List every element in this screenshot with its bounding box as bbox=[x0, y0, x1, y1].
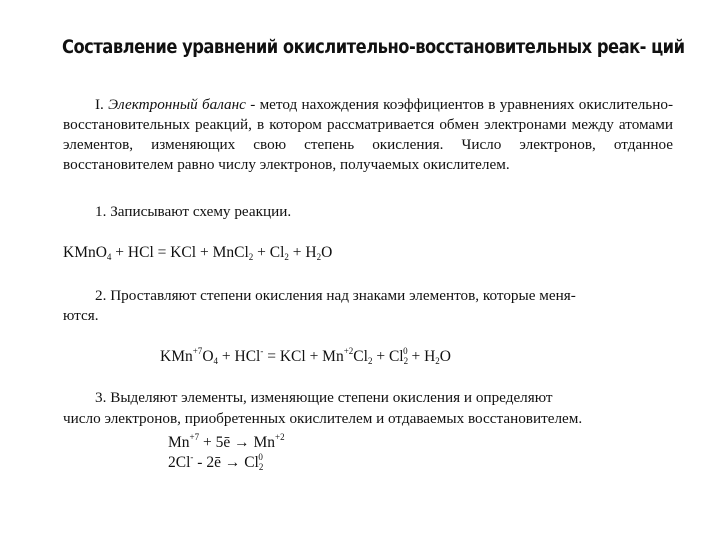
step-2-line-2: ются. bbox=[63, 307, 99, 324]
step-1: 1. Записывают схему реакции. bbox=[95, 203, 292, 220]
page-title: Составление уравнений окислительно-восстановительных реак- ций bbox=[62, 36, 685, 58]
intro-term: Электронный баланс bbox=[108, 96, 246, 113]
step-3-line-1: 3. Выделяют элементы, изменяющие степени окисления и определяют bbox=[95, 389, 553, 406]
reaction-scheme: KMnO$_4$ + HCl = KCl + MnCl$_2$ + $Cl_2 + H_2O$ bbox=[63, 244, 333, 262]
step-2-line-1: 2. Проставляют степени окисления над знаками элементов, которые меня- bbox=[95, 287, 576, 304]
half-reaction-mn: $Mn^{+7}$ + 5ē → $Mn^{+2}$ bbox=[168, 432, 285, 451]
step-3-line-2: число электронов, приобретенных окислителем и отдаваемых восстановителем. bbox=[63, 410, 583, 427]
oxidation-equation: $KMn^{+7}O_4 + HCl^-$ = KCl + $Mn^{+2}Cl_2 + Cl_2^0 + H_2O$ bbox=[160, 346, 451, 366]
intro-text: - метод нахождения коэффициентов в уравнениях окислительно-восстановительных реакций, в котором рассматривается обмен электронами между атомами элементов, изменяющих свою степень окисления. Число электронов, отданное восстановителем равно числу электронов, получаемых окислителем. bbox=[63, 96, 674, 173]
half-reaction-cl: 2Cl- - 2ē → $Cl_2^0$ bbox=[168, 452, 264, 472]
intro-prefix: I. bbox=[95, 96, 109, 113]
intro-paragraph bbox=[63, 95, 673, 175]
